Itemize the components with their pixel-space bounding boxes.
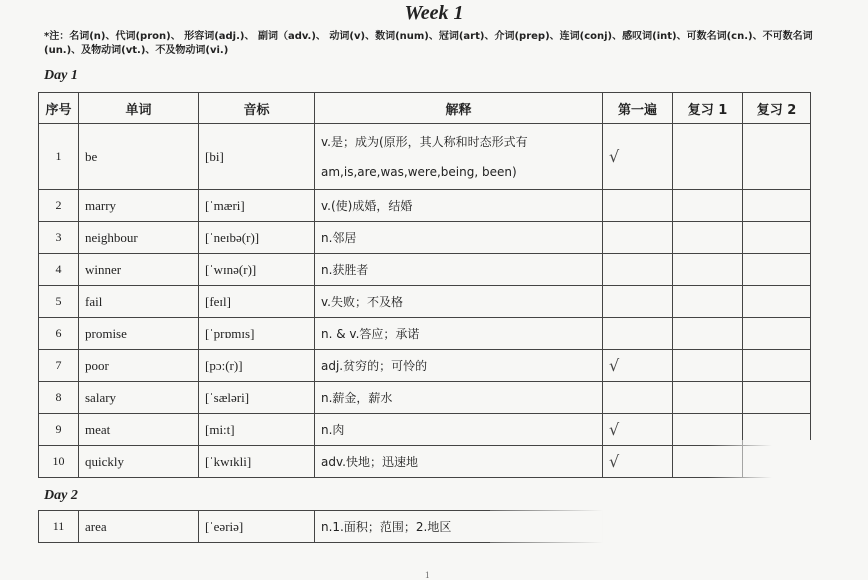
word-cell: marry <box>79 190 199 222</box>
first-pass-cell: √ <box>603 350 673 382</box>
phonetic-cell: [ˈkwɪkli] <box>199 446 315 478</box>
review-1-cell <box>673 286 743 318</box>
table-row <box>39 382 811 414</box>
review-2-cell <box>743 318 811 350</box>
blur-overlay-bottom <box>490 505 868 550</box>
index-cell: 10 <box>39 446 79 478</box>
meaning-cell: adv.快地；迅速地 <box>315 446 603 478</box>
page-title: Week 1 <box>404 2 464 24</box>
table-row <box>39 350 811 382</box>
word-cell: meat <box>79 414 199 446</box>
meaning-cell: n.薪金，薪水 <box>315 382 603 414</box>
index-cell: 8 <box>39 382 79 414</box>
phonetic-cell: [ˈmæri] <box>199 190 315 222</box>
header-meaning: 解释 <box>315 93 603 124</box>
first-pass-cell <box>603 382 673 414</box>
meaning-cell: n.获胜者 <box>315 254 603 286</box>
first-pass-cell: √ <box>603 124 673 190</box>
word-cell: neighbour <box>79 222 199 254</box>
index-cell: 7 <box>39 350 79 382</box>
word-cell: area <box>79 511 199 543</box>
review-2-cell <box>743 222 811 254</box>
review-1-cell <box>673 222 743 254</box>
header-row <box>39 93 811 124</box>
header-index: 序号 <box>39 93 79 124</box>
first-pass-cell <box>603 222 673 254</box>
phonetic-cell: [mi:t] <box>199 414 315 446</box>
index-cell: 6 <box>39 318 79 350</box>
index-cell: 2 <box>39 190 79 222</box>
header-word: 单词 <box>79 93 199 124</box>
word-cell: salary <box>79 382 199 414</box>
phonetic-cell: [ˈneɪbə(r)] <box>199 222 315 254</box>
meaning-cell: n.1.面积；范围；2.地区 <box>315 511 603 543</box>
phonetic-cell: [ˈprɒmɪs] <box>199 318 315 350</box>
review-1-cell <box>673 350 743 382</box>
first-pass-cell: √ <box>603 446 673 478</box>
word-cell: promise <box>79 318 199 350</box>
first-pass-cell <box>603 318 673 350</box>
review-2-cell <box>743 254 811 286</box>
word-cell: fail <box>79 286 199 318</box>
table-row <box>39 190 811 222</box>
review-1-cell <box>673 190 743 222</box>
table-row <box>39 446 811 478</box>
table-row <box>39 286 811 318</box>
word-cell: be <box>79 124 199 190</box>
phonetic-cell: [pɔ:(r)] <box>199 350 315 382</box>
table-row <box>39 318 811 350</box>
phonetic-cell: [ˈeəriə] <box>199 511 315 543</box>
review-2-cell <box>743 382 811 414</box>
table-row <box>39 124 811 190</box>
header-review-1: 复习 1 <box>673 93 743 124</box>
index-cell: 3 <box>39 222 79 254</box>
word-cell: winner <box>79 254 199 286</box>
index-cell: 5 <box>39 286 79 318</box>
table-row <box>39 254 811 286</box>
phonetic-cell: [bi] <box>199 124 315 190</box>
review-2-cell <box>743 350 811 382</box>
table-row <box>39 414 811 446</box>
review-2-cell <box>743 124 811 190</box>
meaning-cell: v.失败；不及格 <box>315 286 603 318</box>
phonetic-cell: [ˈsæləri] <box>199 382 315 414</box>
review-1-cell <box>673 254 743 286</box>
table-row <box>39 222 811 254</box>
vocab-table-day1 <box>38 92 811 478</box>
abbreviation-note: *注：名词(n)、代词(pron)、 形容词(adj.)、 副词（adv.)、 动词(v)、数词(num)、冠词(art)、介词(prep)、连词(conj)、感叹词(int)、可数名词(cn.)、不可数名词(un.)、及物动词(vt.)、不及物动词(vi.) <box>44 31 813 56</box>
index-cell: 11 <box>39 511 79 543</box>
first-pass-cell <box>603 254 673 286</box>
meaning-cell: v.(使)成婚，结婚 <box>315 190 603 222</box>
day1-label: Day 1 <box>44 68 78 83</box>
index-cell: 9 <box>39 414 79 446</box>
first-pass-cell <box>603 190 673 222</box>
phonetic-cell: [feɪl] <box>199 286 315 318</box>
header-first-pass: 第一遍 <box>603 93 673 124</box>
header-phonetic: 音标 <box>199 93 315 124</box>
index-cell: 1 <box>39 124 79 190</box>
first-pass-cell: √ <box>603 414 673 446</box>
first-pass-cell <box>603 286 673 318</box>
word-cell: quickly <box>79 446 199 478</box>
meaning-cell: n. & v.答应；承诺 <box>315 318 603 350</box>
day2-label: Day 2 <box>44 488 78 503</box>
word-cell: poor <box>79 350 199 382</box>
review-1-cell <box>673 382 743 414</box>
review-1-cell <box>673 124 743 190</box>
header-review-2: 复习 2 <box>743 93 811 124</box>
meaning-cell: n.肉 <box>315 414 603 446</box>
meaning-cell: v.是；成为(原形，其人称和时态形式有 am,is,are,was,were,being, been) <box>315 124 603 190</box>
phonetic-cell: [ˈwɪnə(r)] <box>199 254 315 286</box>
index-cell: 4 <box>39 254 79 286</box>
meaning-cell: adj.贫穷的；可怜的 <box>315 350 603 382</box>
review-1-cell <box>673 318 743 350</box>
review-2-cell <box>743 190 811 222</box>
review-2-cell <box>743 286 811 318</box>
page-number: 1 <box>425 570 430 580</box>
meaning-cell: n.邻居 <box>315 222 603 254</box>
